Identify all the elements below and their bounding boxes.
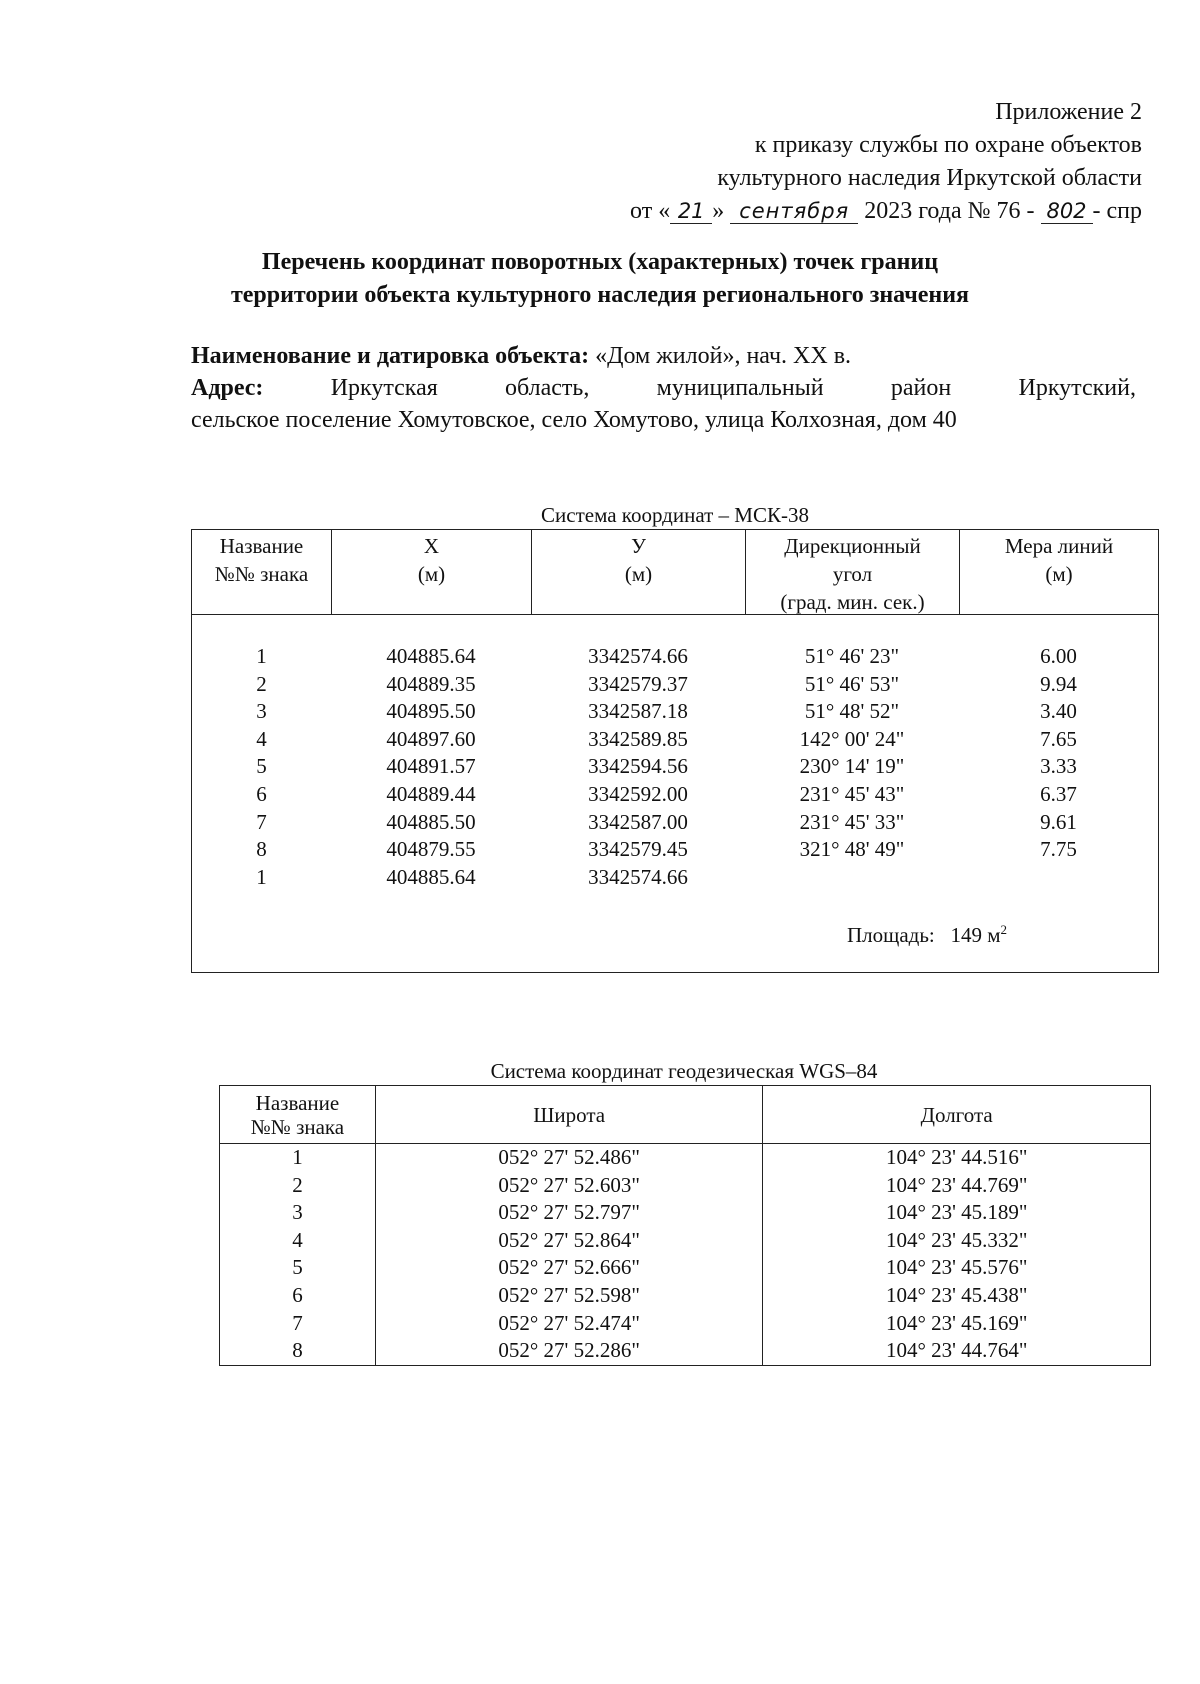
order-suffix: - спр — [1092, 198, 1142, 224]
address-label: Адрес: — [191, 375, 264, 401]
cell-point-number: 3 — [220, 1199, 376, 1227]
cell-longitude: 104° 23' 45.332" — [763, 1227, 1151, 1255]
address-line-2: сельское поселение Хомутовское, село Хомутово, улица Колхозная, дом 40 — [191, 407, 957, 433]
appendix-line-2: к приказу службы по охране объектов — [754, 132, 1142, 158]
cell-point-number: 1 — [220, 1144, 376, 1172]
cell-point-number: 1 — [256, 864, 267, 889]
cell-length: 9.61 — [1040, 809, 1077, 834]
cell-point-number: 8 — [220, 1337, 376, 1365]
header-text: X — [423, 534, 440, 558]
area-label: Площадь: — [847, 923, 935, 947]
cell-x: 404879.55 — [386, 837, 476, 862]
area-line — [847, 922, 1007, 948]
cell-point-number: 6 — [256, 781, 267, 806]
header-text: Мера линий — [1004, 534, 1114, 558]
header-text: У — [631, 534, 646, 558]
header-text: (м) — [417, 562, 446, 586]
handwritten-month: сентября — [730, 199, 858, 224]
cell-latitude: 052° 27' 52.864" — [375, 1227, 763, 1255]
quote-close: » — [712, 198, 725, 224]
handwritten-order-number: 802 — [1041, 199, 1093, 224]
header-angle — [745, 530, 959, 614]
header-text: Название — [255, 1090, 340, 1115]
cell-length: 7.65 — [1040, 726, 1077, 751]
cell-length: 3.40 — [1040, 699, 1077, 724]
address-line-1 — [191, 372, 1136, 404]
title-line-2: территории объекта культурного наследия регионального значения — [230, 282, 970, 308]
table-row — [192, 809, 1158, 837]
table-row — [192, 864, 1158, 892]
table-row — [220, 1172, 1151, 1200]
cell-x: 404889.44 — [386, 781, 476, 806]
table-row — [220, 1227, 1151, 1255]
cell-point-number: 4 — [220, 1227, 376, 1255]
header-length — [959, 530, 1158, 614]
cell-longitude: 104° 23' 45.169" — [763, 1310, 1151, 1338]
cell-length: 3.33 — [1040, 754, 1077, 779]
cell-latitude: 052° 27' 52.797" — [375, 1199, 763, 1227]
cell-point-number: 7 — [220, 1310, 376, 1338]
cell-y: 3342592.00 — [588, 781, 688, 806]
cell-point-number: 4 — [256, 726, 267, 751]
cell-longitude: 104° 23' 44.516" — [763, 1144, 1151, 1172]
cell-longitude: 104° 23' 44.769" — [763, 1172, 1151, 1200]
address-word: область, — [505, 375, 590, 401]
header-y — [531, 530, 745, 614]
wgs84-header-row — [220, 1086, 1151, 1144]
table-row — [192, 698, 1158, 726]
document-title — [150, 246, 1050, 312]
date-prefix: от « — [630, 198, 671, 224]
cell-latitude: 052° 27' 52.286" — [375, 1337, 763, 1365]
header-text: Дирекционный — [784, 534, 921, 558]
cell-length: 6.37 — [1040, 781, 1077, 806]
header-text: угол — [832, 562, 873, 586]
header-text: Название — [219, 534, 304, 558]
address-word: район — [890, 375, 952, 401]
msk38-table-body — [192, 643, 1158, 891]
cell-point-number: 8 — [256, 837, 267, 862]
cell-angle: 51° 48' 52" — [804, 699, 900, 724]
table-row — [220, 1310, 1151, 1338]
table-row — [192, 836, 1158, 864]
cell-angle: 142° 00' 24" — [799, 726, 905, 751]
object-name-line — [191, 340, 1136, 372]
cell-length: 7.75 — [1040, 837, 1077, 862]
object-name-value: «Дом жилой», нач. XX в. — [595, 343, 852, 369]
address-word: Иркутская — [330, 375, 438, 401]
header-point-name — [192, 530, 331, 614]
cell-x: 404891.57 — [386, 754, 476, 779]
msk38-table — [191, 529, 1159, 973]
table-row — [220, 1254, 1151, 1282]
cell-latitude: 052° 27' 52.598" — [375, 1282, 763, 1310]
table-row — [192, 781, 1158, 809]
cell-latitude: 052° 27' 52.603" — [375, 1172, 763, 1200]
cell-y: 3342589.85 — [588, 726, 688, 751]
cell-y: 3342587.00 — [588, 809, 688, 834]
cell-latitude: 052° 27' 52.486" — [375, 1144, 763, 1172]
cell-y: 3342587.18 — [588, 699, 688, 724]
header-text: (м) — [1045, 562, 1073, 586]
cell-point-number: 6 — [220, 1282, 376, 1310]
appendix-order-line — [442, 195, 1142, 228]
cell-x: 404897.60 — [386, 726, 476, 751]
cell-longitude: 104° 23' 45.576" — [763, 1254, 1151, 1282]
area-value: 149 м — [950, 923, 1001, 947]
object-name-label: Наименование и датировка объекта: — [191, 343, 590, 369]
header-text: №№ знака — [214, 562, 309, 586]
cell-point-number: 5 — [220, 1254, 376, 1282]
cell-y: 3342579.37 — [588, 671, 688, 696]
cell-angle: 230° 14' 19" — [799, 754, 905, 779]
object-info — [191, 340, 1136, 436]
cell-point-number: 3 — [256, 699, 267, 724]
header-x — [331, 530, 531, 614]
cell-longitude: 104° 23' 44.764" — [763, 1337, 1151, 1365]
header-point-name — [220, 1086, 376, 1144]
cell-y: 3342594.56 — [588, 754, 688, 779]
appendix-line-1: Приложение 2 — [995, 99, 1142, 125]
cell-angle: 231° 45' 33" — [799, 809, 905, 834]
appendix-header — [442, 96, 1142, 228]
cell-length: 6.00 — [1040, 644, 1077, 668]
table-row — [220, 1282, 1151, 1310]
cell-point-number: 2 — [256, 671, 267, 696]
header-text: (м) — [624, 562, 653, 586]
cell-x: 404885.64 — [386, 864, 476, 889]
address-word: муниципальный — [656, 375, 824, 401]
cell-x: 404885.64 — [386, 644, 476, 668]
table1-caption: Система координат – МСК-38 — [541, 503, 809, 527]
table2-caption: Система координат геодезическая WGS–84 — [490, 1059, 878, 1083]
cell-y: 3342574.66 — [588, 644, 688, 668]
cell-angle: 231° 45' 43" — [799, 781, 905, 806]
cell-x: 404885.50 — [386, 809, 476, 834]
order-year-text: 2023 года № 76 - — [864, 198, 1035, 224]
table-row — [220, 1337, 1151, 1365]
cell-angle: 51° 46' 53" — [804, 671, 900, 696]
cell-angle: 321° 48' 49" — [799, 837, 905, 862]
area-power: 2 — [1000, 922, 1008, 937]
cell-point-number: 1 — [256, 644, 267, 668]
wgs84-table-body — [220, 1144, 1151, 1366]
table-row — [192, 726, 1158, 754]
cell-y: 3342579.45 — [588, 837, 688, 862]
cell-point-number: 5 — [256, 754, 267, 779]
cell-longitude: 104° 23' 45.438" — [763, 1282, 1151, 1310]
cell-latitude: 052° 27' 52.474" — [375, 1310, 763, 1338]
header-longitude: Долгота — [763, 1086, 1151, 1144]
msk38-table-header — [192, 530, 1158, 615]
table-row — [192, 671, 1158, 699]
header-latitude: Широта — [375, 1086, 763, 1144]
table-row — [192, 753, 1158, 781]
cell-x: 404889.35 — [386, 671, 476, 696]
cell-angle: 51° 46' 23" — [804, 644, 900, 668]
cell-length: 9.94 — [1040, 671, 1077, 696]
table-row — [220, 1144, 1151, 1172]
appendix-line-3: культурного наследия Иркутской области — [717, 165, 1142, 191]
cell-point-number: 7 — [256, 809, 267, 834]
cell-point-number: 2 — [220, 1172, 376, 1200]
header-text: №№ знака — [250, 1114, 345, 1139]
header-text: (град. мин. сек.) — [780, 590, 925, 614]
title-line-1: Перечень координат поворотных (характерных) точек границ — [261, 249, 939, 275]
table-row — [192, 643, 1158, 671]
table-row — [220, 1199, 1151, 1227]
wgs84-table — [219, 1085, 1151, 1366]
cell-y: 3342574.66 — [588, 864, 688, 889]
cell-latitude: 052° 27' 52.666" — [375, 1254, 763, 1282]
cell-x: 404895.50 — [386, 699, 476, 724]
address-word: Иркутский, — [1018, 375, 1136, 401]
cell-longitude: 104° 23' 45.189" — [763, 1199, 1151, 1227]
handwritten-day: 21 — [670, 199, 712, 224]
